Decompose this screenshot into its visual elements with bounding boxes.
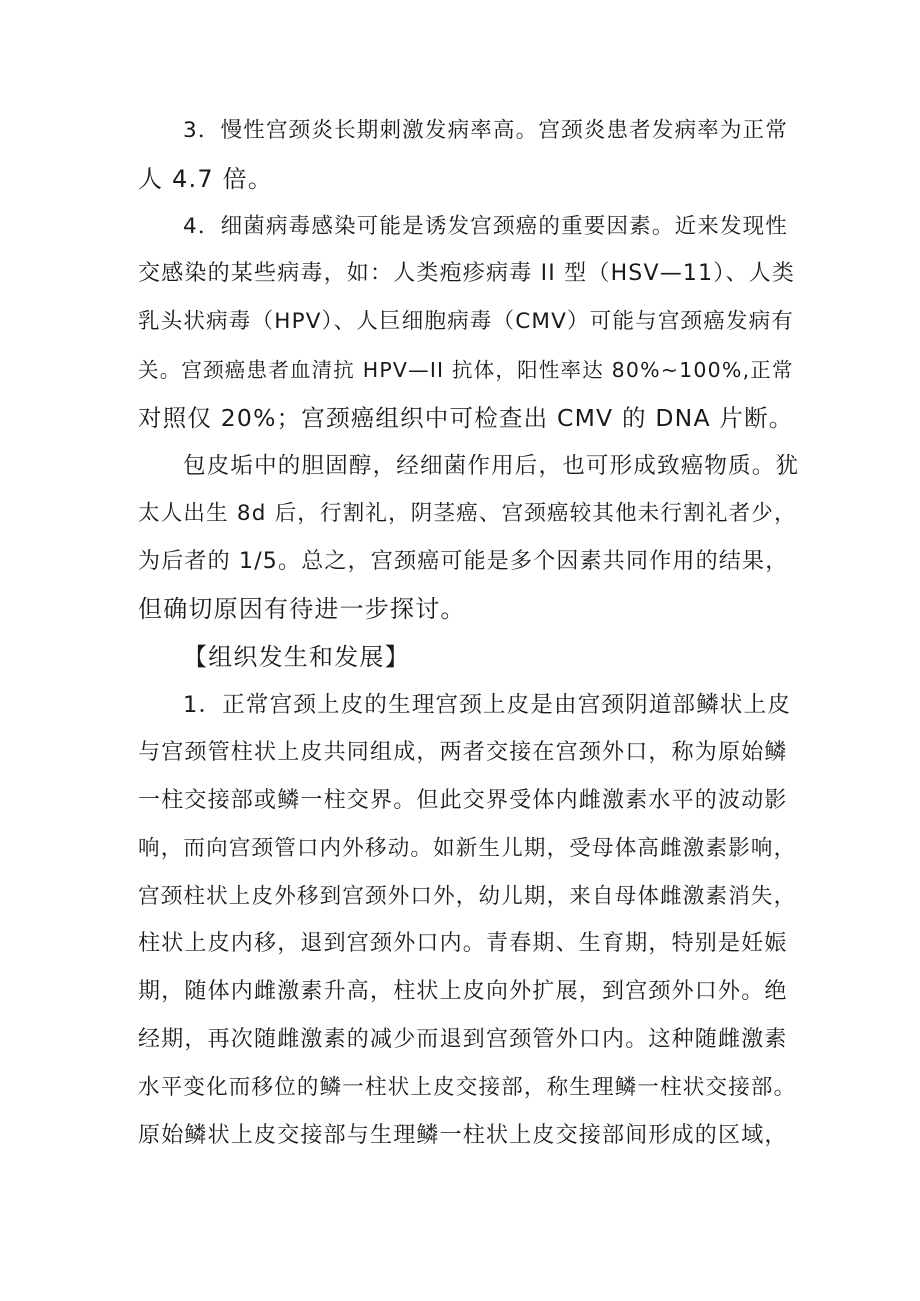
text-line: 对照仅 20%；宫颈癌组织中可检查出 CMV 的 DNA 片断。 (138, 404, 794, 432)
text-line: 交感染的某些病毒，如：人类疱疹病毒 II 型（HSV—11）、人类 (138, 261, 796, 286)
text-line: 宫颈柱状上皮外移到宫颈外口外，幼儿期，来自母体雌激素消失， (138, 884, 797, 909)
text-line: 柱状上皮内移，退到宫颈外口内。青春期、生育期，特别是妊娠 (138, 931, 788, 956)
text-line: 原始鳞状上皮交接部与生理鳞一柱状上皮交接部间形成的区域， (138, 1123, 788, 1148)
text-line: 3．慢性宫颈炎长期刺激发病率高。宫颈炎患者发病率为正常 (183, 118, 789, 143)
text-line: 包皮垢中的胆固醇，经细菌作用后，也可形成致癌物质。犹 (183, 453, 800, 479)
text-line: 太人出生 8d 后，行割礼，阴茎癌、宫颈癌较其他未行割礼者少， (138, 501, 797, 526)
text-line: 但确切原因有待进一步探讨。 (138, 595, 466, 623)
section-heading: 【组织发生和发展】 (183, 643, 410, 671)
text-line: 乳头状病毒（HPV）、人巨细胞病毒（CMV）可能与宫颈癌发病有 (138, 309, 795, 334)
text-line: 1．正常宫颈上皮的生理宫颈上皮是由宫颈阴道部鳞状上皮 (183, 692, 792, 718)
text-line: 人 4.7 倍。 (138, 165, 274, 193)
text-line: 经期，再次随雌激素的减少而退到宫颈管外口内。这种随雌激素 (138, 1027, 788, 1052)
text-line: 与宫颈管柱状上皮共同组成，两者交接在宫颈外口，称为原始鳞 (138, 740, 788, 765)
text-line: 为后者的 1/5。总之，宫颈癌可能是多个因素共同作用的结果， (138, 549, 789, 574)
text-line: 期，随体内雌激素升高，柱状上皮向外扩展，到宫颈外口外。绝 (138, 979, 788, 1004)
text-line: 响，而向宫颈管口内外移动。如新生儿期，受母体高雌激素影响， (138, 836, 797, 861)
text-line: 一柱交接部或鳞一柱交界。但此交界受体内雌激素水平的波动影 (138, 788, 788, 813)
text-line: 水平变化而移位的鳞一柱状上皮交接部，称生理鳞一柱状交接部。 (138, 1075, 797, 1100)
text-line: 4．细菌病毒感染可能是诱发宫颈癌的重要因素。近来发现性 (183, 214, 789, 239)
text-line: 关。宫颈癌患者血清抗 HPV—II 抗体，阳性率达 80%~100%,正常 (138, 358, 794, 382)
